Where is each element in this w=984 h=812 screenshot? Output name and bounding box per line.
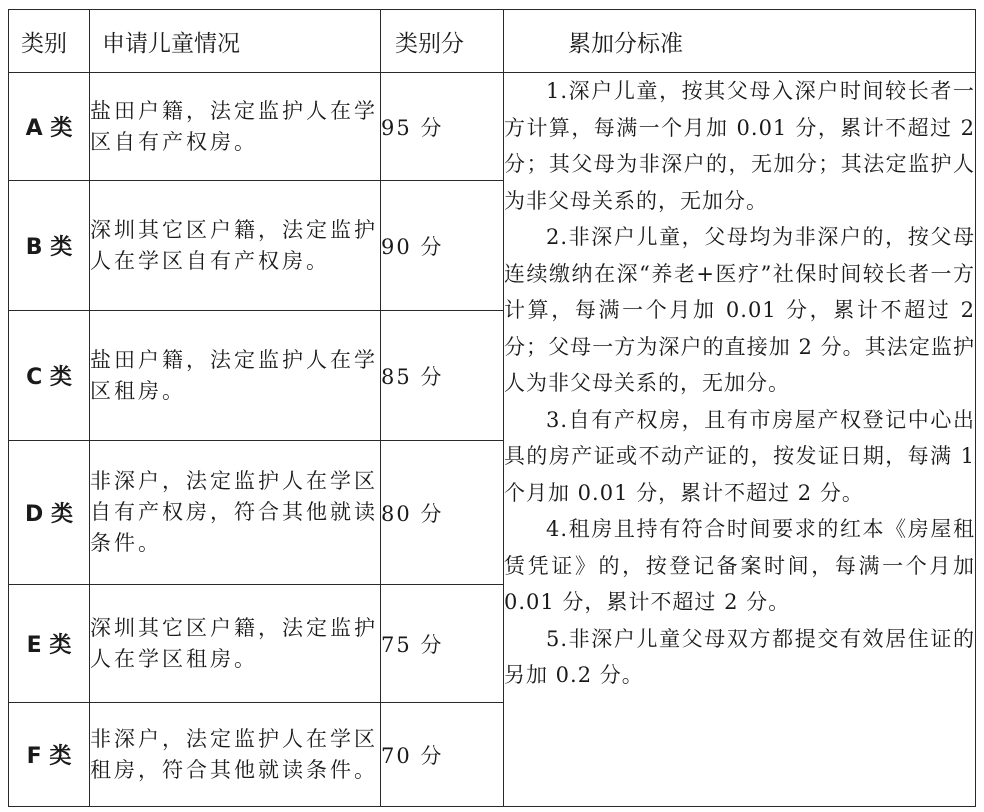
admission-score-table [8,9,976,807]
header-score: 类别分 [381,10,504,73]
situation-cell: 深圳其它区户籍，法定监护人在学区自有产权房。 [90,181,381,311]
category-cell: C 类 [9,311,90,441]
header-situation: 申请儿童情况 [90,10,381,73]
table-row [9,73,976,181]
standard-item: 4.租房且持有符合时间要求的红本《房屋租赁凭证》的，按登记备案时间，每满一个月加 0.01 分，累计不超过 2 分。 [504,517,975,614]
category-cell: F 类 [9,703,90,807]
situation-cell: 非深户，法定监护人在学区自有产权房，符合其他就读条件。 [90,441,381,585]
header-row [9,10,976,73]
score-cell: 70 分 [381,703,504,807]
score-cell: 95 分 [381,73,504,181]
standard-item: 1.深户儿童，按其父母入深户时间较长者一方计算，每满一个月加 0.01 分，累计不超过 2 分；其父母为非深户的，无加分；其法定监护人为非父母关系的，无加分。 [504,79,975,213]
header-category: 类别 [9,10,90,73]
situation-cell: 非深户，法定监护人在学区租房，符合其他就读条件。 [90,703,381,807]
standard-item: 2.非深户儿童，父母均为非深户的，按父母连续缴纳在深“养老+医疗”社保时间较长者一方计算，每满一个月加 0.01 分，累计不超过 2 分；父母一方为深户的直接加 2 分。其法定监护人为非父母关系的，无加分。 [504,225,975,395]
category-cell: B 类 [9,181,90,311]
category-cell: D 类 [9,441,90,585]
score-cell: 80 分 [381,441,504,585]
situation-cell: 深圳其它区户籍，法定监护人在学区租房。 [90,585,381,703]
score-cell: 90 分 [381,181,504,311]
situation-cell: 盐田户籍，法定监护人在学区租房。 [90,311,381,441]
score-cell: 85 分 [381,311,504,441]
category-cell: A 类 [9,73,90,181]
standard-cell [504,73,976,807]
standard-item: 5.非深户儿童父母双方都提交有效居住证的另加 0.2 分。 [504,626,975,687]
score-cell: 75 分 [381,585,504,703]
situation-cell: 盐田户籍，法定监护人在学区自有产权房。 [90,73,381,181]
standard-item: 3.自有产权房，且有市房屋产权登记中心出具的房产证或不动产证的，按发证日期，每满 1 个月加 0.01 分，累计不超过 2 分。 [504,407,975,505]
category-cell: E 类 [9,585,90,703]
header-standard: 累加分标准 [504,10,976,73]
